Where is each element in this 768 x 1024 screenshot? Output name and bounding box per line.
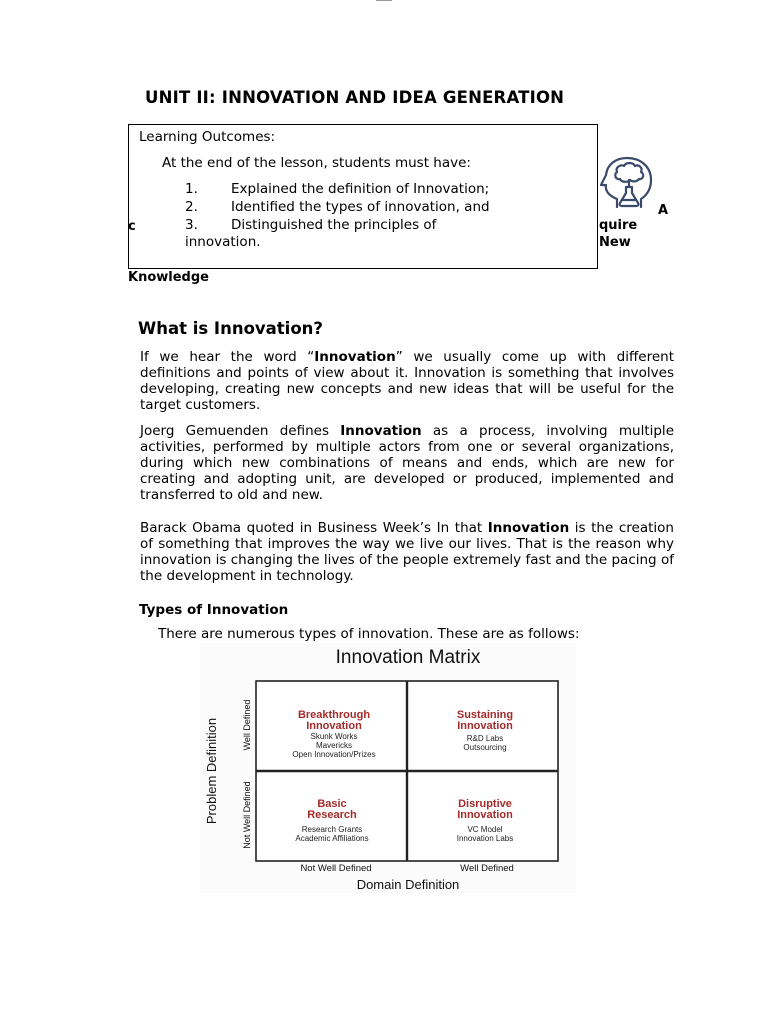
side-fragment-quire: quire: [599, 218, 638, 233]
cell-title: Research: [307, 809, 357, 821]
item-text: Explained the definition of Innovation;: [231, 181, 490, 197]
innovation-matrix: [200, 643, 576, 893]
cell-example: VC Model: [467, 825, 503, 834]
unit-title: UNIT II: INNOVATION AND IDEA GENERATION: [145, 88, 565, 107]
row-label-not-well-defined: Not Well Defined: [242, 781, 252, 849]
cell-example: Research Grants: [301, 825, 363, 834]
side-fragment-knowledge: Knowledge: [128, 270, 209, 285]
cell-example: R&D Labs: [466, 734, 504, 743]
cell-example: Skunk Works: [310, 732, 358, 741]
cell-example: Mavericks: [315, 741, 353, 750]
side-fragment-c: c: [128, 219, 136, 234]
head-brain-icon: [597, 155, 661, 215]
learning-outcome-item: [185, 181, 489, 197]
page-top-mark: [376, 0, 392, 1]
cell-title: Disruptive: [458, 798, 512, 810]
side-fragment-new: New: [599, 235, 631, 250]
cell-title: Basic: [317, 798, 347, 810]
paragraph-gemuenden: Joerg Gemuenden defines Innovation as a process, involving multiple activities, performed by multiple actors from one or several organizations, during which new combinations of means and ends, which are new for creating and adopting unit, are developed or produced, implemented and transferred to old and new.: [140, 423, 674, 503]
cell-title: Breakthrough: [297, 709, 371, 721]
item-text: Identified the types of innovation, and: [231, 199, 490, 215]
learning-outcomes-heading: Learning Outcomes:: [139, 129, 276, 145]
cell-disruptive: [457, 798, 514, 843]
cell-sustaining: [457, 709, 513, 752]
paragraph-obama: Barack Obama quoted in Business Week’s In that Innovation is the creation of something that improves the way we live our lives. That is the reason why innovation is changing the lives of the people extremely fast and the pacing of the development in technology.: [140, 520, 674, 584]
paragraph-definition: If we hear the word “Innovation” we usually come up with different definitions and points of view about it. Innovation is something that involves developing, creating new concepts and new ideas that will be useful for the target customers.: [140, 349, 674, 413]
item-continuation: innovation.: [185, 234, 261, 250]
learning-outcome-item: [185, 199, 490, 215]
y-axis-label: Problem Definition: [204, 717, 219, 825]
row-label-well-defined: Well Defined: [242, 699, 252, 751]
types-title: Types of Innovation: [139, 602, 289, 618]
cell-title: Innovation: [306, 720, 362, 732]
col-label-not-well-defined: Not Well Defined: [300, 863, 372, 874]
x-axis-label: Domain Definition: [356, 877, 460, 892]
matrix-title: Innovation Matrix: [335, 647, 481, 668]
cell-example: Open Innovation/Prizes: [292, 750, 376, 759]
item-text: Distinguished the principles of: [231, 217, 437, 233]
cell-title: Innovation: [457, 809, 513, 821]
side-fragment-a: A: [658, 203, 669, 218]
cell-title: Sustaining: [456, 709, 514, 721]
item-number: 3.: [185, 217, 198, 233]
item-number: 1.: [185, 181, 198, 197]
section-title: What is Innovation?: [138, 319, 323, 338]
col-label-well-defined: Well Defined: [460, 863, 514, 874]
learning-outcomes-box: [128, 124, 598, 269]
cell-example: Innovation Labs: [456, 834, 514, 843]
learning-outcome-item: [185, 217, 436, 233]
cell-example: Outsourcing: [463, 743, 507, 752]
item-number: 2.: [185, 199, 198, 215]
learning-outcomes-intro: At the end of the lesson, students must have:: [162, 155, 471, 171]
cell-title: Innovation: [457, 720, 513, 732]
cell-example: Academic Affiliations: [295, 834, 369, 843]
types-intro: There are numerous types of innovation. These are as follows:: [158, 626, 580, 642]
